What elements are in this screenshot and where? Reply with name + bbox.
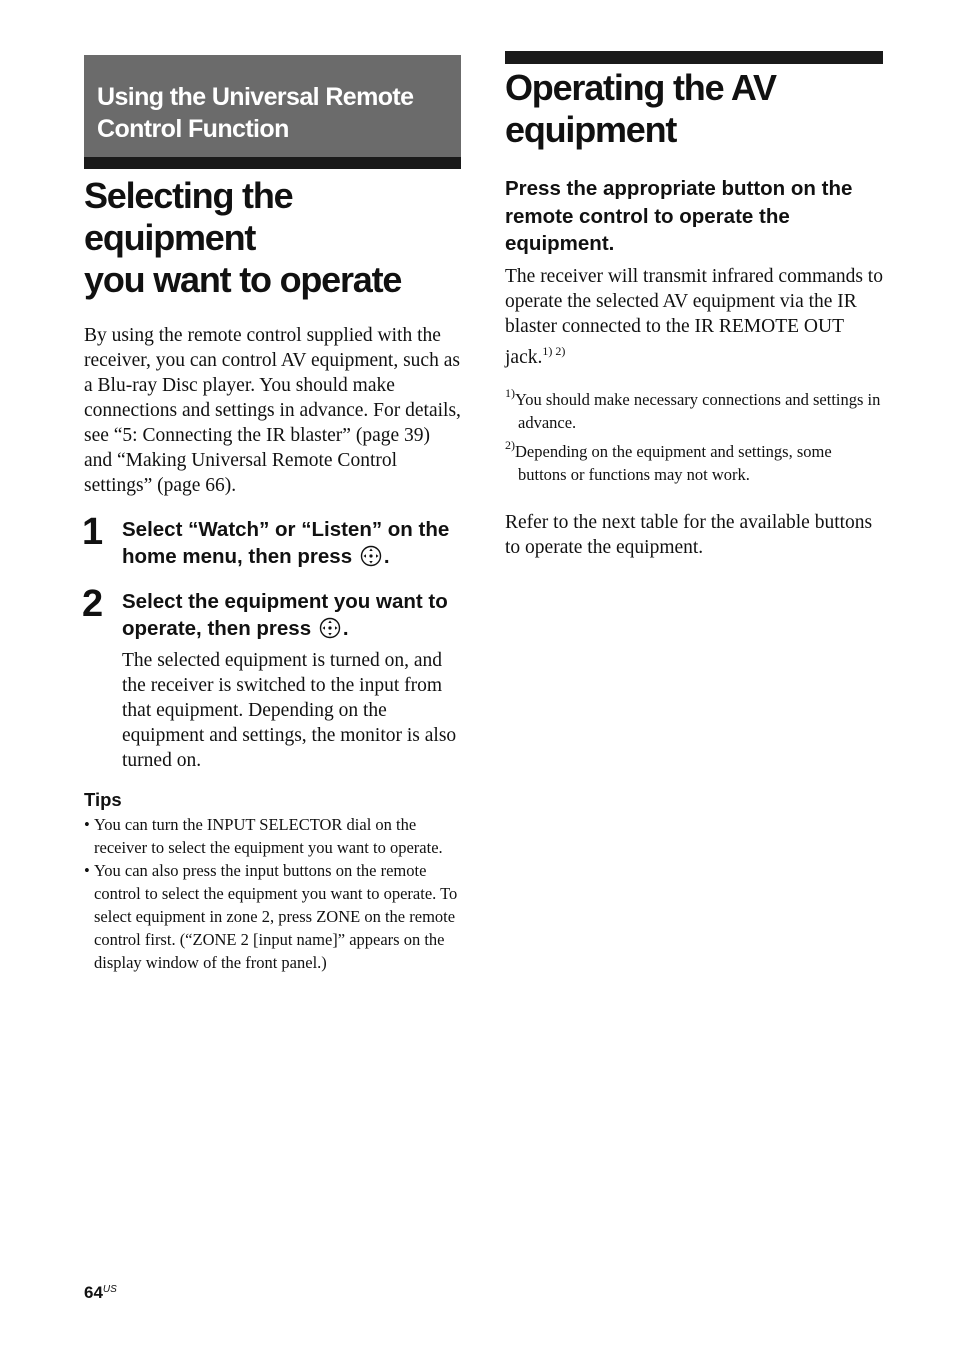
step-description: The selected equipment is turned on, and the receiver is switched to the input from that equipment. Depending on the equipment and settings, the monitor is also turned on. [122,650,457,771]
left-column [84,55,461,974]
title-line-2: you want to operate [84,259,402,300]
refer-paragraph: Refer to the next table for the available buttons to operate the equipment. [505,511,873,558]
step-2 [82,583,461,773]
title-line-2: equipment [505,109,677,150]
tips-list [84,813,461,974]
page-number: $64^{US}$ [84,1283,117,1302]
tip-item: • You can turn the INPUT SELECTOR dial on the receiver to select the equipment you want to operate. [84,815,443,857]
section-title [505,67,883,151]
step-number: 1 [82,511,104,553]
tip-item: • You can also press the input buttons on the remote control to select the equipment you want to operate. To select equipment in zone 2, press ZONE on the remote control first. (“ZONE 2 [input name]” appears on the display window of the front panel.) [84,861,458,972]
title-line-1: Operating the AV [505,67,776,108]
tips-heading: Tips [84,789,122,810]
section-banner: Using the Universal Remote Control Function [84,55,461,169]
page-suffix: US [102,1284,117,1295]
intro-paragraph: By using the remote control supplied with the receiver, you can control AV equipment, such as a Blu-ray Disc player. You should make connections and settings in advance. For details, see “5: Connecting the IR blaster” (page 39) and “Making Universal Remote Control settings” (page 66). [84,325,461,496]
section-rule [505,51,883,64]
step-instruction: Select the equipment you want to operate, then press . [122,590,448,640]
bullet: • [84,815,90,834]
footnote-1: $^{1)}$You should make necessary connections and settings in advance. [505,385,881,432]
footnotes [505,382,883,486]
enter-button-icon [319,617,341,639]
footnote-2: $^{2)}$Depending on the equipment and settings, some buttons or functions may not work. [505,437,832,484]
lead-instruction: Press the appropriate button on the remote control to operate the equipment. [505,177,853,255]
step-number: 2 [82,583,104,625]
footnote-ref: 1) 2) [542,343,566,358]
right-column [505,51,883,560]
body-paragraph: The receiver will transmit infrared commands to operate the selected AV equipment via the IR blaster connected to the IR REMOTE OUT jack.$^{1) 2)}$ [505,265,883,368]
step-instruction: Select “Watch” or “Listen” on the home menu, then press . [122,518,450,568]
page-title [84,175,461,301]
enter-button-icon [360,545,382,567]
bullet: • [84,861,90,880]
title-line-1: Selecting the equipment [84,175,293,258]
step-1 [82,511,461,570]
